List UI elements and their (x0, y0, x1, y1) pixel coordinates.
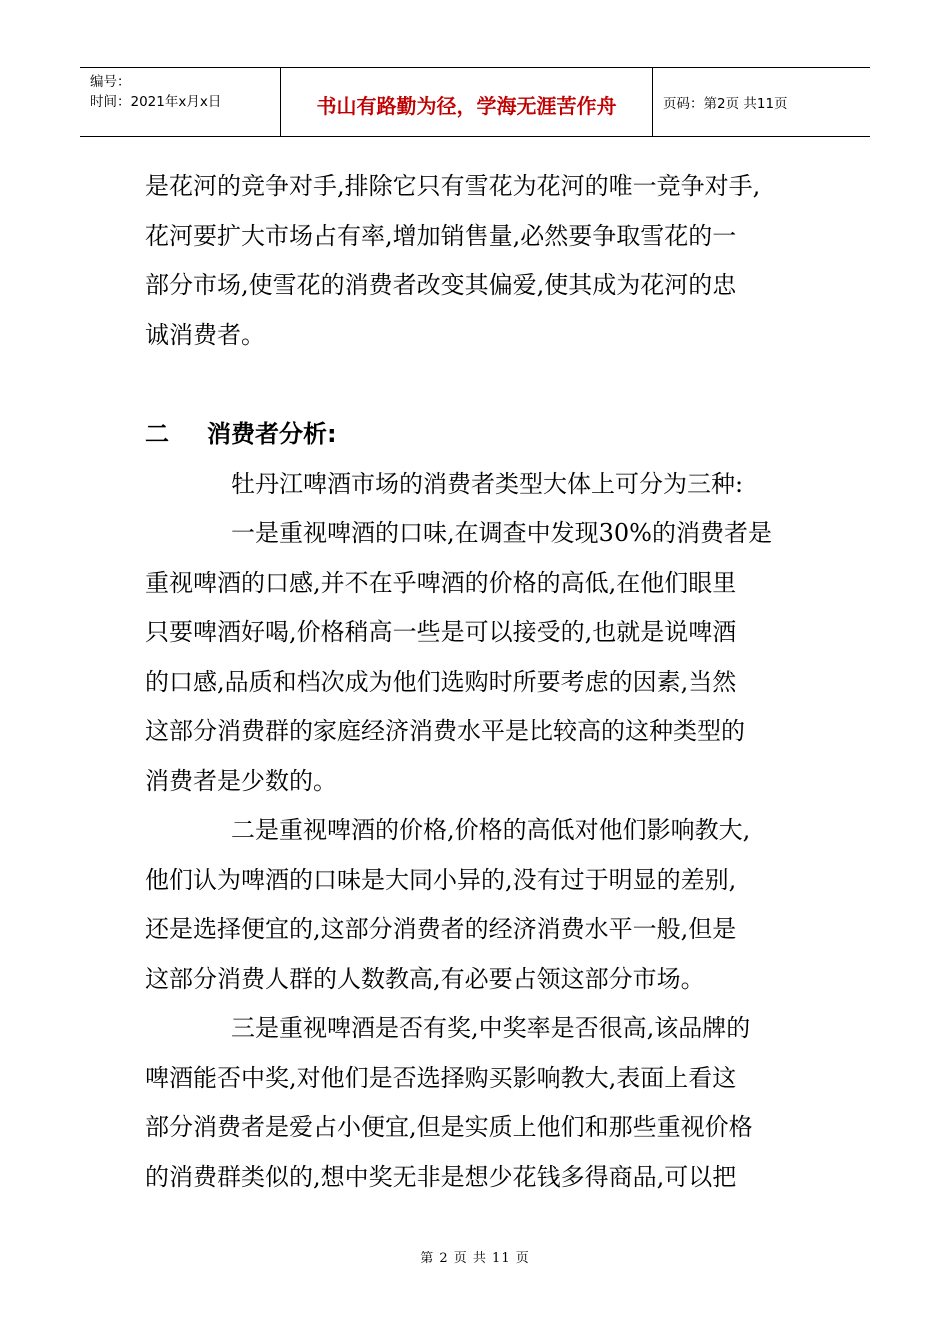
body-line: 花河要扩大市场占有率,增加销售量,必然要争取雪花的一 (145, 221, 737, 250)
body-line: 二是重视啤酒的价格,价格的高低对他们影响教大, (231, 816, 751, 844)
paragraph-spacer (145, 360, 810, 410)
body-line: 这部分消费群的家庭经济消费水平是比较高的这种类型的 (145, 717, 745, 745)
body-line: 消费者是少数的。 (145, 766, 337, 795)
section-title: 消费者分析: (207, 420, 337, 448)
header-motto: 书山有路勤为径，学海无涯苦作舟 (281, 68, 653, 136)
section-number: 二 (145, 420, 169, 448)
body-line: 啤酒能否中奖,对他们是否选择购买影响教大,表面上看这 (145, 1063, 737, 1092)
body-line: 三是重视啤酒是否有奖,中奖率是否很高,该品牌的 (231, 1014, 751, 1042)
intro-line: 牡丹江啤酒市场的消费者类型大体上可分为三种: (231, 469, 744, 498)
body-line: 还是选择便宜的,这部分消费者的经济消费水平一般,但是 (145, 915, 737, 943)
body-line: 的口感,品质和档次成为他们选购时所要考虑的因素,当然 (145, 667, 737, 696)
body-line: 他们认为啤酒的口味是大同小异的,没有过于明显的差别, (145, 865, 737, 894)
body-line: 部分消费者是爱占小便宜,但是实质上他们和那些重视价格 (145, 1113, 753, 1141)
document-time-label: 时间：2021年x月x日 (90, 94, 222, 110)
body-line: 是花河的竞争对手,排除它只有雪花为花河的唯一竞争对手, (145, 172, 761, 200)
document-number-label: 编号： (90, 74, 131, 90)
body-line: 一是重视啤酒的口味,在调查中发现30%的消费者是 (231, 519, 772, 547)
header-page-info: 页码：第2页 共11页 (663, 96, 788, 112)
page-footer: 第 2 页 共 11 页 (420, 1251, 530, 1266)
document-body (145, 162, 810, 1202)
section-heading (145, 410, 810, 460)
body-line: 诚消费者。 (145, 320, 265, 349)
body-line: 的消费群类似的,想中奖无非是想少花钱多得商品,可以把 (145, 1162, 737, 1191)
page-header (80, 67, 870, 137)
body-line: 这部分消费人群的人数教高,有必要占领这部分市场。 (145, 964, 705, 993)
body-line: 重视啤酒的口感,并不在乎啤酒的价格的高低,在他们眼里 (145, 568, 737, 597)
body-line: 部分市场,使雪花的消费者改变其偏爱,使其成为花河的忠 (145, 271, 737, 299)
header-meta (80, 68, 281, 136)
body-line: 只要啤酒好喝,价格稍高一些是可以接受的,也就是说啤酒 (145, 618, 737, 646)
